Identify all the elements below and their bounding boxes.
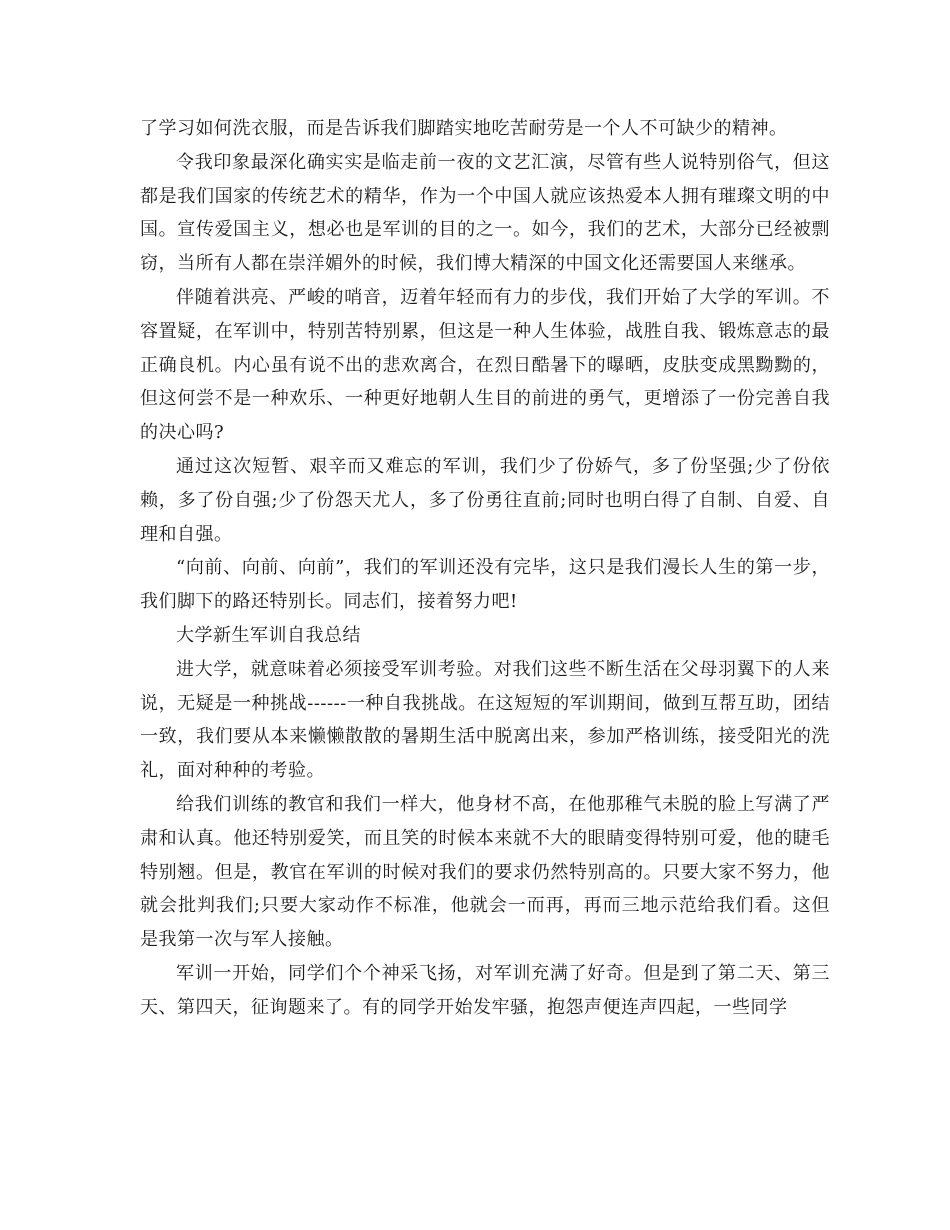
paragraph-6: 进大学，就意味着必须接受军训考验。对我们这些不断生活在父母羽翼下的人来说，无疑是一种挑战------一种自我挑战。在这短短的军训期间，做到互帮互助，团结一致，我们要从本来懒懒散散的暑期生活中脱离出来，参加严格训练，接受阳光的洗礼，面对种种的考验。 <box>140 658 830 782</box>
section-heading: 大学新生军训自我总结 <box>176 624 361 646</box>
paragraph-8: 军训一开始，同学们个个神采飞扬，对军训充满了好奇。但是到了第二天、第三天、第四天，征询题来了。有的同学开始发牢骚，抱怨声便连声四起，一些同学 <box>140 962 830 1018</box>
paragraph-5: “向前、向前、向前”，我们的军训还没有完毕，这只是我们漫长人生的第一步，我们脚下的路还特别长。同志们，接着努力吧! <box>140 557 830 613</box>
paragraph-3: 伴随着洪亮、严峻的哨音，迈着年轻而有力的步伐，我们开始了大学的军训。不容置疑，在军训中，特别苦特别累，但这是一种人生体验，战胜自我、锻炼意志的最正确良机。内心虽有说不出的悲欢离合，在烈日酷暑下的曝晒，皮肤变成黑黝黝的，但这何尝不是一种欢乐、一种更好地朝人生目的前进的勇气，更增添了一份完善自我的决心吗? <box>140 286 830 444</box>
paragraph-7: 给我们训练的教官和我们一样大，他身材不高，在他那稚气未脱的脸上写满了严肃和认真。他还特别爱笑，而且笑的时候本来就不大的眼睛变得特别可爱，他的睫毛特别翘。但是，教官在军训的时候对我们的要求仍然特别高的。只要大家不努力，他就会批判我们;只要大家动作不标准，他就会一而再，再而三地示范给我们看。这但是我第一次与军人接触。 <box>140 793 830 951</box>
document-body <box>140 112 830 1025</box>
paragraph-2: 令我印象最深化确实实是临走前一夜的文艺汇演，尽管有些人说特别俗气，但这都是我们国家的传统艺术的精华，作为一个中国人就应该热爱本人拥有璀璨文明的中国。宣传爱国主义，想必也是军训的目的之一。如今，我们的艺术，大部分已经被剽窃，当所有人都在崇洋媚外的时候，我们博大精深的中国文化还需要国人来继承。 <box>140 151 830 275</box>
paragraph-1: 了学习如何洗衣服，而是告诉我们脚踏实地吃苦耐劳是一个人不可缺少的精神。 <box>140 118 788 139</box>
paragraph-4: 通过这次短暂、艰辛而又难忘的军训，我们少了份娇气，多了份坚强;少了份依赖，多了份自强;少了份怨天尤人，多了份勇往直前;同时也明白得了自制、自爱、自理和自强。 <box>140 455 830 545</box>
